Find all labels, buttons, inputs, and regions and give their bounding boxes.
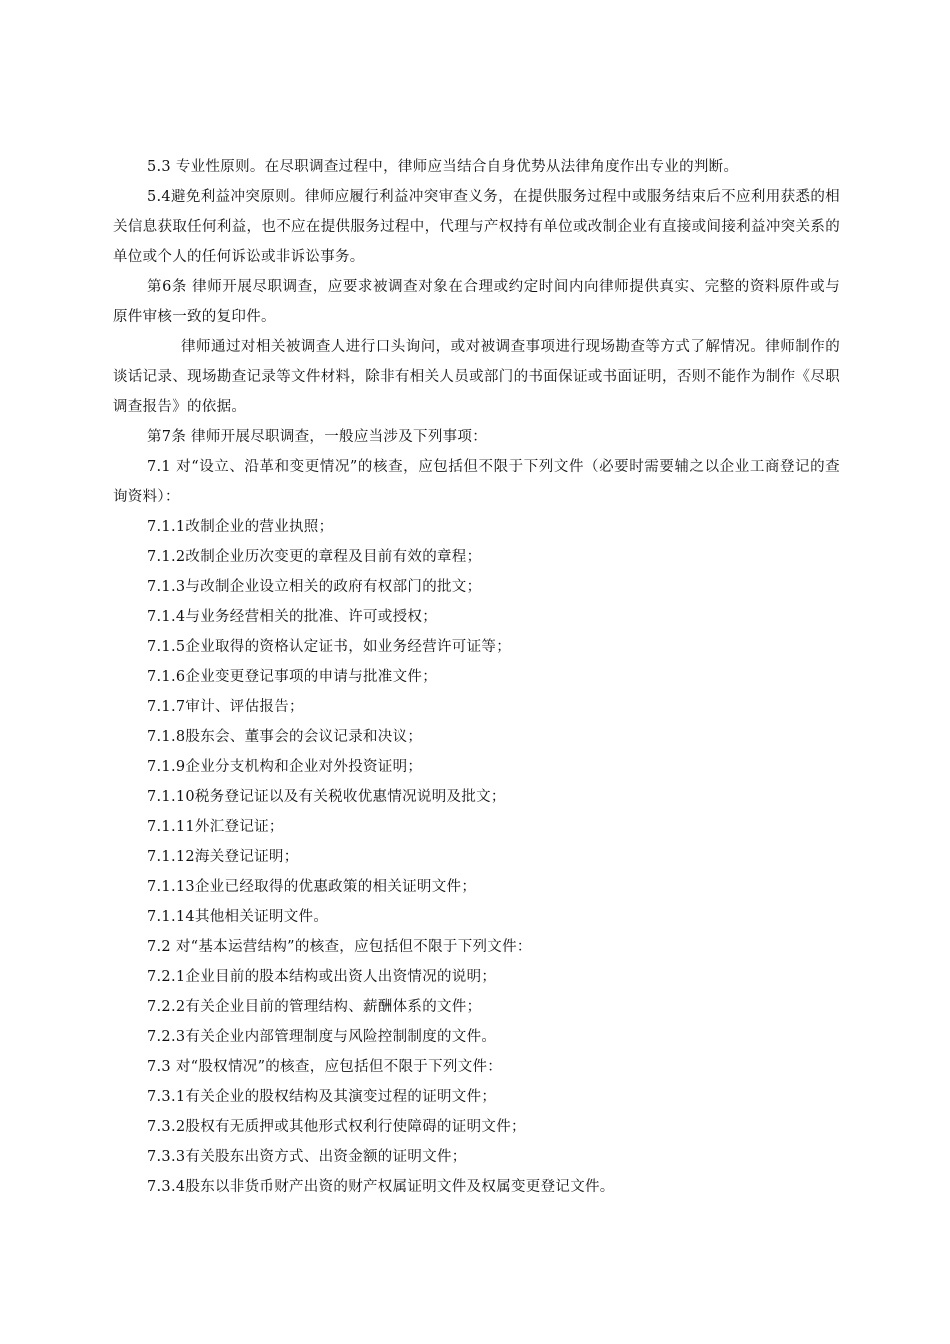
- paragraph-7-2: 7.2 对“基本运营结构”的核查，应包括但不限于下列文件：: [147, 939, 532, 955]
- list-item-7-1-4: 7.1.4与业务经营相关的批准、许可或授权；: [147, 609, 437, 625]
- list-item-7-1-11: 7.1.11外汇登记证；: [147, 819, 284, 835]
- list-item-7-1-14: 7.1.14其他相关证明文件。: [147, 909, 329, 925]
- list-item-7-1-12: 7.1.12海关登记证明；: [147, 849, 299, 865]
- list-item-7-1-6: 7.1.6企业变更登记事项的申请与批准文件；: [147, 669, 437, 685]
- paragraph-5-3: 5.3 专业性原则。在尽职调查过程中，律师应当结合自身优势从法律角度作出专业的判断。: [147, 159, 739, 175]
- list-item-7-1-8: 7.1.8股东会、董事会的会议记录和决议；: [147, 729, 423, 745]
- paragraph-article-6-continued: 律师通过对相关被调查人进行口头询问，或对被调查事项进行现场勘查等方式了解情况。律师制作的谈话记录、现场勘查记录等文件材料，除非有相关人员或部门的书面保证或书面证明，否则不能作为制作《尽职调查报告》的依据。: [113, 339, 840, 415]
- document-body: [113, 152, 840, 1202]
- list-item-7-3-2: 7.3.2股权有无质押或其他形式权利行使障碍的证明文件；: [147, 1119, 526, 1135]
- list-item-7-1-7: 7.1.7审计、评估报告；: [147, 699, 304, 715]
- list-item-7-1-3: 7.1.3与改制企业设立相关的政府有权部门的批文；: [147, 579, 482, 595]
- list-item-7-1-13: 7.1.13企业已经取得的优惠政策的相关证明文件；: [147, 879, 477, 895]
- list-item-7-1-9: 7.1.9企业分支机构和企业对外投资证明；: [147, 759, 423, 775]
- paragraph-article-6: 第6条 律师开展尽职调查，应要求被调查对象在合理或约定时间内向律师提供真实、完整的资料原件或与原件审核一致的复印件。: [113, 279, 840, 325]
- list-item-7-1-1: 7.1.1改制企业的营业执照；: [147, 519, 334, 535]
- list-item-7-2-3: 7.2.3有关企业内部管理制度与风险控制制度的文件。: [147, 1029, 497, 1045]
- list-item-7-1-2: 7.1.2改制企业历次变更的章程及目前有效的章程；: [147, 549, 482, 565]
- list-item-7-2-1: 7.2.1企业目前的股本结构或出资人出资情况的说明；: [147, 969, 497, 985]
- paragraph-5-4: 5.4避免利益冲突原则。律师应履行利益冲突审查义务，在提供服务过程中或服务结束后不应利用获悉的相关信息获取任何利益，也不应在提供服务过程中，代理与产权持有单位或改制企业有直接或间接利益冲突关系的单位或个人的任何诉讼或非诉讼事务。: [113, 189, 840, 265]
- paragraph-7-1: 7.1 对“设立、沿革和变更情况”的核查，应包括但不限于下列文件（必要时需要辅之以企业工商登记的查询资料）：: [113, 459, 840, 505]
- list-item-7-3-4: 7.3.4股东以非货币财产出资的财产权属证明文件及权属变更登记文件。: [147, 1179, 615, 1195]
- list-item-7-3-1: 7.3.1有关企业的股权结构及其演变过程的证明文件；: [147, 1089, 497, 1105]
- list-item-7-2-2: 7.2.2有关企业目前的管理结构、薪酬体系的文件；: [147, 999, 482, 1015]
- list-item-7-1-5: 7.1.5企业取得的资格认定证书，如业务经营许可证等；: [147, 639, 511, 655]
- paragraph-7-3: 7.3 对“股权情况”的核查，应包括但不限于下列文件：: [147, 1059, 503, 1075]
- list-item-7-3-3: 7.3.3有关股东出资方式、出资金额的证明文件；: [147, 1149, 467, 1165]
- paragraph-article-7: 第7条 律师开展尽职调查，一般应当涉及下列事项：: [147, 429, 488, 445]
- list-item-7-1-10: 7.1.10税务登记证以及有关税收优惠情况说明及批文；: [147, 789, 506, 805]
